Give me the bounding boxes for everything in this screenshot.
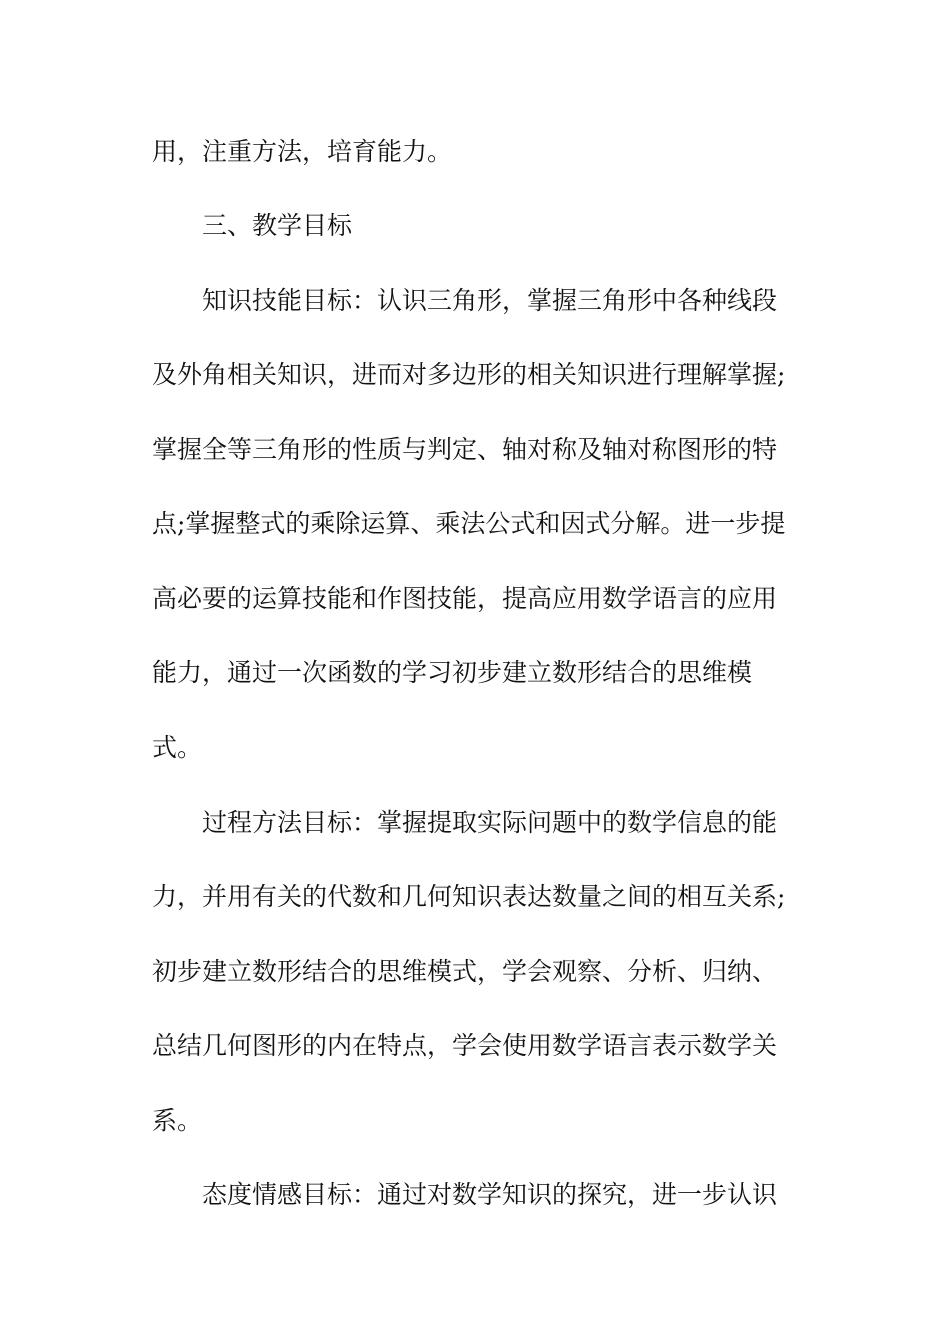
text-line: 系。: [152, 1106, 203, 1135]
text-line: 能力，通过一次函数的学习初步建立数形结合的思维模: [152, 658, 753, 687]
text-line: 态度情感目标：通过对数学知识的探究，进一步认识: [202, 1180, 778, 1209]
text-line: 用，注重方法，培育能力。: [152, 137, 453, 166]
text-line: 高必要的运算技能和作图技能，提高应用数学语言的应用: [152, 584, 778, 613]
text-line: 式。: [152, 733, 203, 762]
text-line: 总结几何图形的内在特点，学会使用数学语言表示数学关: [152, 1031, 778, 1060]
text-line: 知识技能目标：认识三角形，掌握三角形中各种线段: [202, 286, 778, 315]
text-line: 过程方法目标：掌握提取实际问题中的数学信息的能: [202, 808, 778, 837]
text-line: 点;掌握整式的乘除运算、乘法公式和因式分解。进一步提: [152, 509, 786, 538]
text-line: 力，并用有关的代数和几何知识表达数量之间的相互关系;: [152, 882, 786, 911]
section-heading: 三、教学目标: [202, 211, 353, 240]
text-line: 掌握全等三角形的性质与判定、轴对称及轴对称图形的特: [152, 435, 778, 464]
text-line: 及外角相关知识，进而对多边形的相关知识进行理解掌握;: [152, 360, 786, 389]
text-line: 初步建立数形结合的思维模式，学会观察、分析、归纳、: [152, 957, 778, 986]
